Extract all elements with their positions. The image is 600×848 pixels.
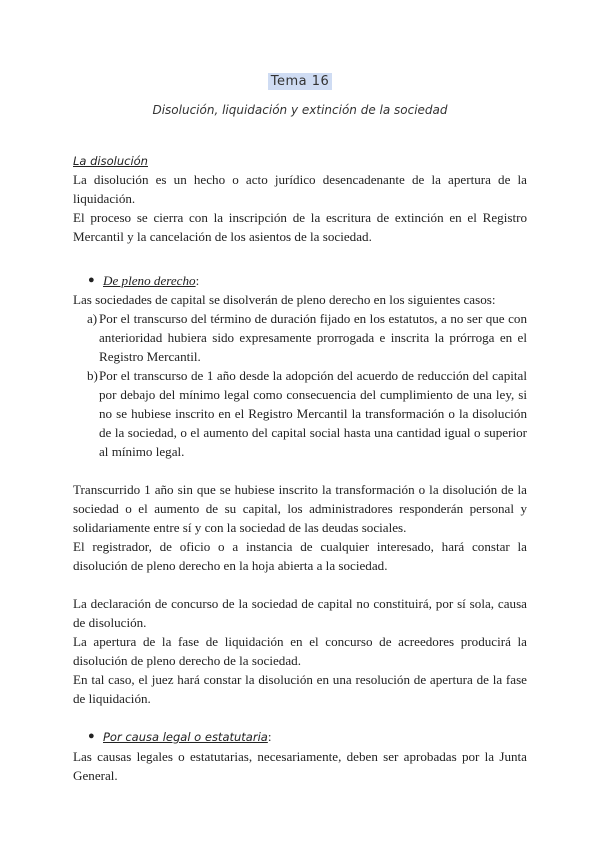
paragraph: La apertura de la fase de liquidación en el concurso de acreedores producirá la disolución de pleno derecho de la sociedad.: [73, 634, 527, 668]
bullet-causa-legal: [73, 727, 527, 747]
bullet-colon: :: [195, 273, 200, 288]
bullet-dot-icon: ●: [88, 730, 95, 742]
paragraph: Transcurrido 1 año sin que se hubiese inscrito la transformación o la disolución de la sociedad o el aumento de su capital, los administradores responderán personal y solidariamente entre sí y con la sociedad de las deudas sociales.: [73, 482, 527, 535]
bullet-label: De pleno derecho: [103, 273, 196, 288]
bullet-label: Por causa legal o estatutaria: [103, 730, 268, 744]
paragraph: La declaración de concurso de la sociedad de capital no constituirá, por sí sola, causa de disolución.: [73, 596, 527, 630]
paragraph: En tal caso, el juez hará constar la disolución en una resolución de apertura de la fase de liquidación.: [73, 672, 527, 706]
bullet-pleno-derecho: [73, 271, 527, 290]
main-content: [73, 152, 527, 785]
paragraph: La disolución es un hecho o acto jurídico desencadenante de la apertura de la liquidación.: [73, 172, 527, 206]
ordered-list: [73, 309, 527, 461]
page-title: [0, 73, 600, 91]
paragraph: Las causas legales o estatutarias, necesariamente, deben ser aprobadas por la Junta General.: [73, 749, 527, 783]
list-item-text: Por el transcurso del término de duración fijado en los estatutos, a no ser que con anterioridad hubiera sido expresamente prorrogada e inscrita la prórroga en el Registro Mercantil.: [99, 311, 527, 364]
list-item: [73, 366, 527, 461]
list-item-text: Por el transcurso de 1 año desde la adopción del acuerdo de reducción del capital por debajo del mínimo legal como consecuencia del cumplimiento de una ley, si no se hubiese inscrito en el Registro Mercantil la transformación o la disolución de la sociedad, o el aumento del capital social hasta una cantidad igual o superior al mínimo legal.: [99, 368, 527, 459]
paragraph: El proceso se cierra con la inscripción de la escritura de extinción en el Registro Mercantil y la cancelación de los asientos de la sociedad.: [73, 210, 527, 244]
list-marker: b): [87, 368, 98, 383]
section-heading-disolucion: La disolución: [73, 154, 148, 168]
title-highlight: Tema 16: [268, 73, 333, 90]
paragraph: El registrador, de oficio o a instancia de cualquier interesado, hará constar la disolución de pleno derecho en la hoja abierta a la sociedad.: [73, 539, 527, 573]
bullet-colon: :: [267, 729, 272, 744]
list-marker: a): [87, 311, 98, 326]
bullet-dot-icon: ●: [88, 274, 95, 286]
list-item: [73, 309, 527, 366]
paragraph: Las sociedades de capital se disolverán de pleno derecho en los siguientes casos:: [73, 292, 496, 307]
page-subtitle: Disolución, liquidación y extinción de la sociedad: [152, 103, 448, 117]
